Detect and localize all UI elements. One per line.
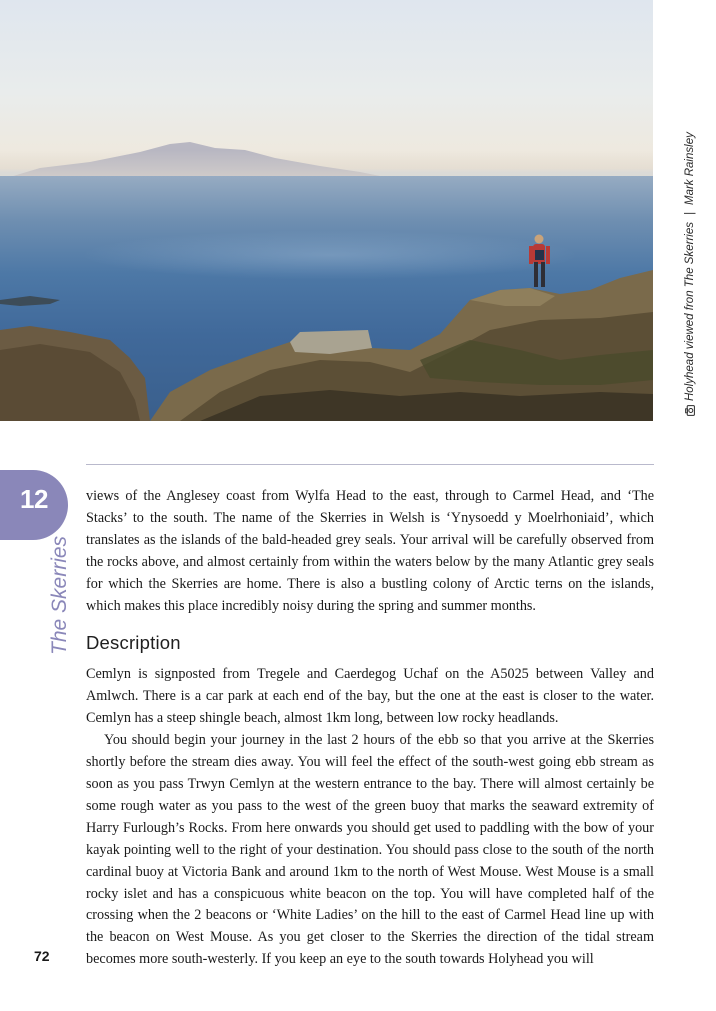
- chapter-number: 12: [20, 484, 48, 514]
- description-paragraph-2: You should begin your journey in the last 2 hours of the ebb so that you arrive at the Skerries shortly before the stream dies away. You will feel the effect of the south-west going ebb stream as soon as you pass Trwyn Cemlyn at the western entrance to the bay. There will almost certainly be some rough water as you pass to the west of the green buoy that marks the seaward extremity of Harry Furlough’s Rocks. From here onwards you should get used to paddling with the bow of your kayak pointing well to the right of your destination. You should pass close to the south of the north cardinal buoy at Victoria Bank and around 1km to the north of West Mouse. West Mouse is a small rocky islet and has a conspicuous white beacon on the top. You will have completed half of the crossing when the 2 beacons or ‘White Ladies’ on the hill to the east of Carmel Head line up with the beacon on West Mouse. As you get closer to the Skerries the direction of the tidal stream becomes more south-westerly. If you keep an eye to the south towards Holyhead you will: [86, 732, 654, 968]
- description-paragraph-1: Cemlyn is signposted from Tregele and Caerdegog Uchaf on the A5025 between Valley and Amlwch. There is a car park at each end of the bay, but the one at the east is closer to the water. Cemlyn has a steep shingle beach, almost 1km long, between low rocky headlands.: [86, 666, 654, 727]
- kayaker-figure: [529, 235, 550, 288]
- rocky-headland: [0, 0, 653, 421]
- intro-paragraph: views of the Anglesey coast from Wylfa Head to the east, through to Carmel Head, and ‘The Stacks’ to the south. The name of the Skerries in Welsh is ‘Ynysoedd y Moelrhoniaid’, which translates as the islands of the bald-headed grey seals. Your arrival will be carefully observed from the rocks above, and almost certainly from within the waters below by the many Atlantic grey seals for which the Skerries are home. There is also a bustling colony of Arctic terns on the islands, which makes this place incredibly noisy during the spring and summer months.: [86, 488, 654, 614]
- cover-photo: [0, 0, 653, 421]
- page-number: 72: [34, 948, 50, 964]
- section-divider: [86, 464, 654, 465]
- credit-separator: |: [684, 212, 696, 216]
- photographer-name: Mark Rainsley: [684, 132, 696, 206]
- photo-credit: [684, 132, 696, 416]
- section-heading: Description: [86, 632, 181, 654]
- chapter-title: The Skerries: [48, 535, 71, 655]
- photo-caption: Holyhead viewed fron The Skerries: [684, 222, 696, 401]
- body-text: [86, 486, 654, 971]
- camera-icon: [685, 405, 695, 416]
